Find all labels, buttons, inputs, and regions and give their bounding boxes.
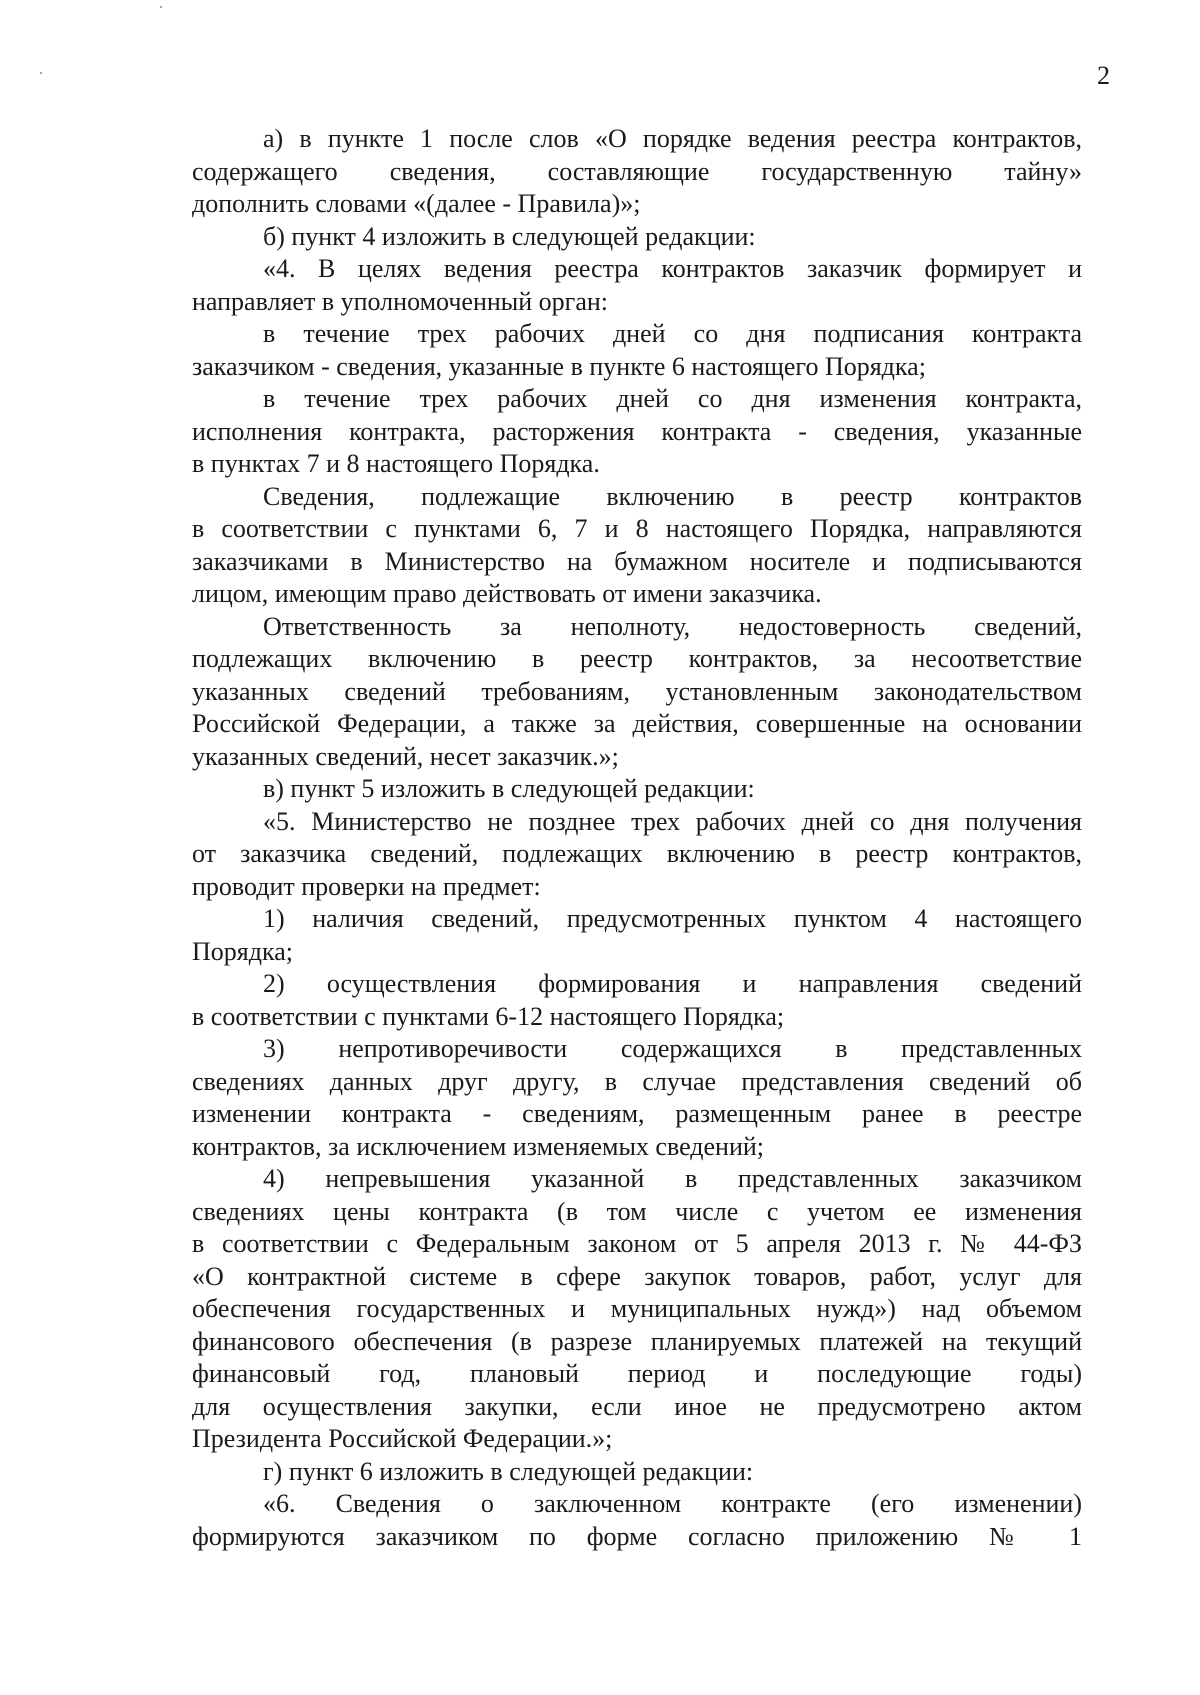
text-line: в соответствии с пунктами 6, 7 и 8 настоящего Порядка, направляются [192,514,1082,543]
text-line: г) пункт 6 изложить в следующей редакции: [263,1456,754,1486]
text-line: в соответствии с Федеральным законом от 5 апреля 2013 г. № 44-ФЗ [192,1229,1082,1258]
text-line: обеспечения государственных и муниципальных нужд») над объемом [192,1294,1082,1323]
text-line: указанных сведений, несет заказчик.»; [192,741,619,771]
text-line: а) в пункте 1 после слов «О порядке ведения реестра контрактов, [263,124,1082,153]
text-line: «4. В целях ведения реестра контрактов заказчик формирует и [263,254,1082,283]
page-number: 2 [1097,61,1110,90]
text-line: заказчиками в Министерство на бумажном носителе и подписываются [192,546,1082,576]
text-line: подлежащих включению в реестр контрактов, за несоответствие [192,644,1082,673]
text-line: Российской Федерации, а также за действия, совершенные на основании [192,709,1082,738]
text-line: 1) наличия сведений, предусмотренных пунктом 4 настоящего [263,904,1082,933]
text-line: финансового обеспечения (в разрезе планируемых платежей на текущий [192,1326,1082,1356]
text-line: «О контрактной системе в сфере закупок товаров, работ, услуг для [192,1261,1082,1291]
text-line: Ответственность за неполноту, недостоверность сведений, [263,611,1082,641]
text-line: в) пункт 5 изложить в следующей редакции: [263,774,755,803]
text-line: изменении контракта - сведениям, размещенным ранее в реестре [192,1099,1082,1128]
text-line: сведениях цены контракта (в том числе с учетом ее изменения [192,1196,1082,1226]
text-line: Порядка; [192,936,293,966]
text-line: б) пункт 4 изложить в следующей редакции: [263,221,756,251]
text-line: 3) непротиворечивости содержащихся в представленных [263,1034,1082,1063]
text-line: в течение трех рабочих дней со дня изменения контракта, [263,384,1082,413]
text-line: 4) непревышения указанной в представленных заказчиком [263,1164,1082,1193]
text-line: Сведения, подлежащие включению в реестр контрактов [263,481,1082,511]
text-line: в течение трех рабочих дней со дня подписания контракта [263,319,1082,348]
text-line: «6. Сведения о заключенном контракте (его изменении) [263,1489,1082,1518]
scan-speck [40,72,42,74]
text-line: в соответствии с пунктами 6-12 настоящего Порядка; [192,1001,785,1031]
text-line: формируются заказчиком по форме согласно приложению № 1 [192,1521,1082,1551]
text-line: указанных сведений требованиям, установленным законодательством [192,676,1082,706]
text-line: 2) осуществления формирования и направления сведений [263,969,1082,998]
text-line: для осуществления закупки, если иное не предусмотрено актом [192,1391,1082,1421]
text-line: в пунктах 7 и 8 настоящего Порядка. [192,449,600,478]
text-line: финансовый год, плановый период и последующие годы) [192,1359,1082,1388]
text-line: контрактов, за исключением изменяемых сведений; [192,1131,765,1161]
text-line: сведениях данных друг другу, в случае представления сведений об [192,1066,1082,1096]
text-line: направляет в уполномоченный орган: [192,286,609,316]
text-line: «5. Министерство не позднее трех рабочих дней со дня получения [263,806,1082,836]
text-line: лицом, имеющим право действовать от имени заказчика. [192,579,822,608]
document-body [192,123,1082,1553]
text-line: дополнить словами «(далее - Правила)»; [192,189,641,218]
text-line: проводит проверки на предмет: [192,871,541,901]
text-line: заказчиком - сведения, указанные в пункте 6 настоящего Порядка; [192,351,926,381]
text-line: содержащего сведения, составляющие государственную тайну» [192,156,1082,186]
scan-speck [160,6,162,8]
text-line: от заказчика сведений, подлежащих включению в реестр контрактов, [192,839,1082,868]
text-line: исполнения контракта, расторжения контракта - сведения, указанные [192,416,1082,446]
text-line: Президента Российской Федерации.»; [192,1424,613,1453]
